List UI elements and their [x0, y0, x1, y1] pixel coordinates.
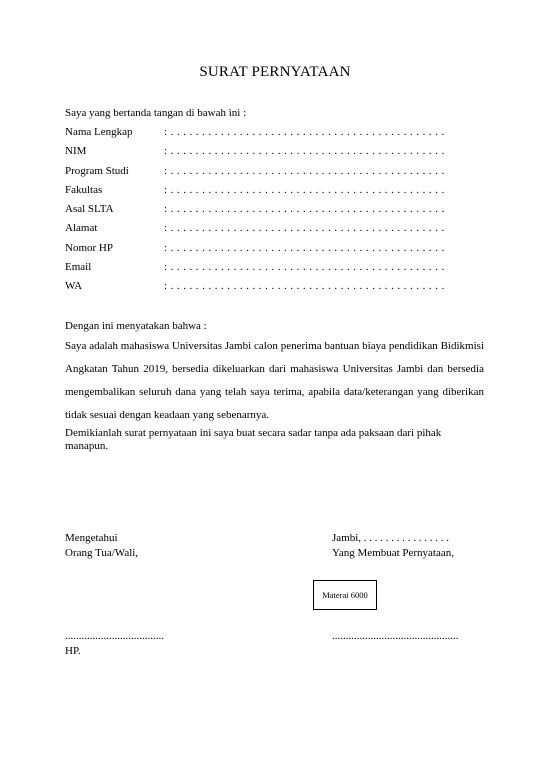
- stamp-box: [313, 580, 377, 610]
- signature-block-student: [332, 531, 454, 561]
- field-label: Nomor HP: [65, 241, 113, 254]
- statement-heading: Dengan ini menyatakan bahwa :: [65, 320, 207, 332]
- sig-left-line2: Orang Tua/Wali,: [65, 547, 139, 559]
- field-label: WA: [65, 280, 83, 293]
- field-label: NIM: [65, 145, 87, 158]
- field-label: Nama Lengkap: [65, 126, 133, 138]
- signature-block-parent: [65, 531, 138, 561]
- statement-paragraph: Saya adalah mahasiswa Universitas Jambi calon penerima bantuan biaya pendidikan Bidikmisi Angkatan Tahun 2019, bersedia dikeluarkan dari mahasiswa Universitas Jambi dan bersedia mengembalikan seluruh dana yang telah saya terima, apabila data/keterangan yang diberikan tidak sesuai dengan keadaan yang sebenarnya.: [65, 340, 484, 421]
- field-blank: : . . . . . . . . . . . . . . . . . . . . . . . . . . . . . . . . . . . . . . . . . . . .: [164, 222, 445, 235]
- field-blank: : . . . . . . . . . . . . . . . . . . . . . . . . . . . . . . . . . . . . . . . . . . . .: [164, 145, 445, 158]
- field-label: Asal SLTA: [65, 203, 114, 216]
- sig-left-line1: Mengetahui: [65, 532, 118, 544]
- field-label: Fakultas: [65, 183, 103, 196]
- closing-paragraph: Demikianlah surat pernyataan ini saya buat secara sadar tanpa ada paksaan dari pihak manapun.: [65, 427, 442, 452]
- field-blank: : . . . . . . . . . . . . . . . . . . . . . . . . . . . . . . . . . . . . . . . . . . . .: [164, 280, 445, 293]
- field-blank: : . . . . . . . . . . . . . . . . . . . . . . . . . . . . . . . . . . . . . . . . . . . .: [164, 241, 445, 254]
- stamp-label: Materai 6000: [322, 590, 368, 600]
- sig-right-line2: Yang Membuat Pernyataan,: [332, 547, 454, 559]
- identity-fields: [65, 126, 445, 300]
- field-blank: : . . . . . . . . . . . . . . . . . . . . . . . . . . . . . . . . . . . . . . . . . . . .: [164, 261, 445, 274]
- field-row-nomor-hp: [65, 242, 445, 261]
- signature-line-student: ..............................................: [332, 630, 459, 642]
- field-row-alamat: [65, 222, 445, 241]
- field-row-program-studi: [65, 165, 445, 184]
- field-blank: : . . . . . . . . . . . . . . . . . . . . . . . . . . . . . . . . . . . . . . . . . . . .: [164, 126, 445, 138]
- document-title: SURAT PERNYATAAN: [199, 64, 351, 80]
- signature-line-parent: ....................................: [65, 630, 164, 642]
- sig-right-place-date: Jambi, . . . . . . . . . . . . . . . .: [332, 532, 450, 544]
- field-row-wa: [65, 280, 445, 299]
- field-label: Email: [65, 261, 92, 274]
- field-row-asal-slta: [65, 203, 445, 222]
- field-row-nama-lengkap: [65, 126, 445, 145]
- field-row-nim: [65, 145, 445, 164]
- field-row-fakultas: [65, 184, 445, 203]
- field-row-email: [65, 261, 445, 280]
- field-blank: : . . . . . . . . . . . . . . . . . . . . . . . . . . . . . . . . . . . . . . . . . . . .: [164, 164, 445, 177]
- hp-label: HP.: [65, 645, 81, 657]
- intro-text: Saya yang bertanda tangan di bawah ini :: [65, 107, 247, 119]
- field-label: Alamat: [65, 222, 98, 235]
- field-blank: : . . . . . . . . . . . . . . . . . . . . . . . . . . . . . . . . . . . . . . . . . . . .: [164, 203, 445, 216]
- field-label: Program Studi: [65, 164, 129, 177]
- field-blank: : . . . . . . . . . . . . . . . . . . . . . . . . . . . . . . . . . . . . . . . . . . . .: [164, 183, 445, 196]
